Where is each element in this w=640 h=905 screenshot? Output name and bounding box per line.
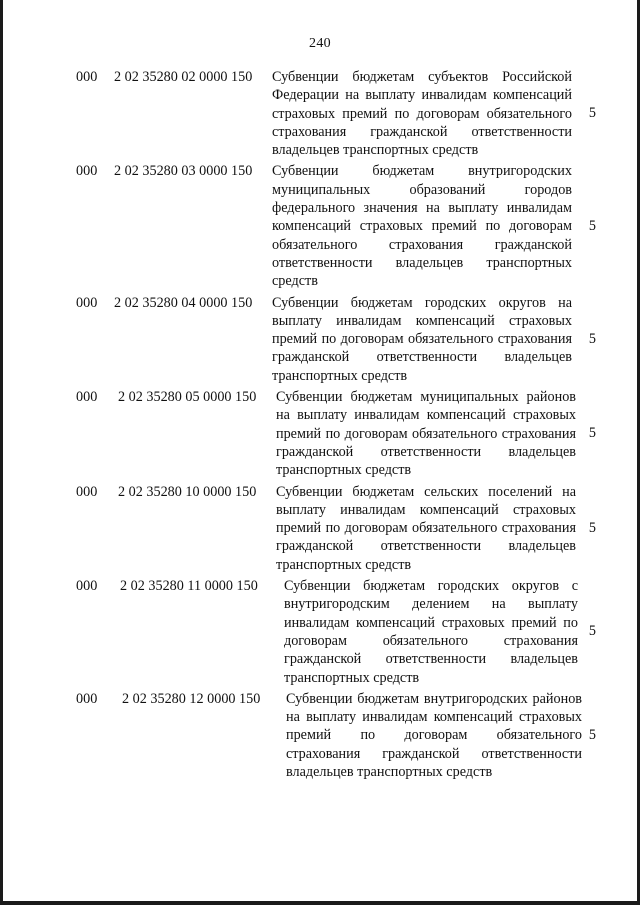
budget-classification-code: 2 02 35280 11 0000 150 bbox=[120, 578, 258, 595]
budget-classification-code: 2 02 35280 04 0000 150 bbox=[114, 294, 253, 311]
admin-code: 000 bbox=[76, 163, 98, 180]
table-row bbox=[70, 294, 610, 385]
budget-code-table bbox=[70, 68, 610, 784]
revenue-name: Субвенции бюджетам внутригородских районов на выплату инвалидам компенсаций страховых премий по договорам обязательного страхования гражданской ответственности владельцев транспортных средств bbox=[286, 690, 582, 780]
admin-code: 000 bbox=[76, 690, 98, 707]
revenue-name: Субвенции бюджетам сельских поселений на выплату инвалидам компенсаций страховых премий по договорам обязательного страхования гражданской ответственности владельцев транспортных средств bbox=[276, 483, 576, 573]
standard-value: 5 bbox=[588, 623, 596, 640]
standard-value: 5 bbox=[588, 519, 596, 536]
table-row bbox=[70, 483, 610, 574]
admin-code: 000 bbox=[76, 389, 98, 406]
table-row bbox=[70, 690, 610, 781]
budget-classification-code: 2 02 35280 05 0000 150 bbox=[118, 389, 257, 406]
budget-classification-code: 2 02 35280 02 0000 150 bbox=[114, 69, 253, 85]
admin-code: 000 bbox=[76, 483, 98, 500]
table-row bbox=[70, 388, 610, 479]
standard-value: 5 bbox=[588, 105, 596, 122]
revenue-name: Субвенции бюджетам муниципальных районов на выплату инвалидам компенсаций страховых премий по договорам обязательного страхования гражданской ответственности владельцев транспортных средств bbox=[276, 389, 576, 479]
revenue-name: Субвенции бюджетам субъектов Российской Федерации на выплату инвалидам компенсаций страховых премий по договорам обязательного страхования гражданской ответственности владельцев транспортных средств bbox=[272, 69, 572, 159]
revenue-name: Субвенции бюджетам городских округов на выплату инвалидам компенсаций страховых премий по договорам обязательного страхования гражданской ответственности владельцев транспортных средств bbox=[272, 294, 572, 384]
table-row bbox=[70, 68, 610, 159]
table-row bbox=[70, 162, 610, 290]
budget-classification-code: 2 02 35280 12 0000 150 bbox=[122, 690, 261, 707]
page-number: 240 bbox=[309, 36, 331, 51]
table-row bbox=[70, 577, 610, 687]
revenue-name: Субвенции бюджетам внутригородских муниципальных образований городов федерального значения на выплату инвалидам компенсаций страховых премий по договорам обязательного страхования гражданской ответственности владельцев транспортных средств bbox=[272, 163, 572, 290]
budget-classification-code: 2 02 35280 03 0000 150 bbox=[114, 163, 253, 180]
standard-value: 5 bbox=[588, 218, 596, 235]
standard-value: 5 bbox=[588, 330, 596, 347]
budget-classification-code: 2 02 35280 10 0000 150 bbox=[118, 483, 257, 500]
admin-code: 000 bbox=[76, 294, 98, 311]
revenue-name: Субвенции бюджетам городских округов с внутригородским делением на выплату инвалидам компенсаций страховых премий по договорам обязательного страхования гражданской ответственности владельцев транспортных средств bbox=[284, 578, 578, 686]
admin-code: 000 bbox=[76, 578, 98, 595]
standard-value: 5 bbox=[588, 425, 596, 442]
admin-code: 000 bbox=[76, 69, 98, 85]
standard-value: 5 bbox=[588, 727, 596, 744]
